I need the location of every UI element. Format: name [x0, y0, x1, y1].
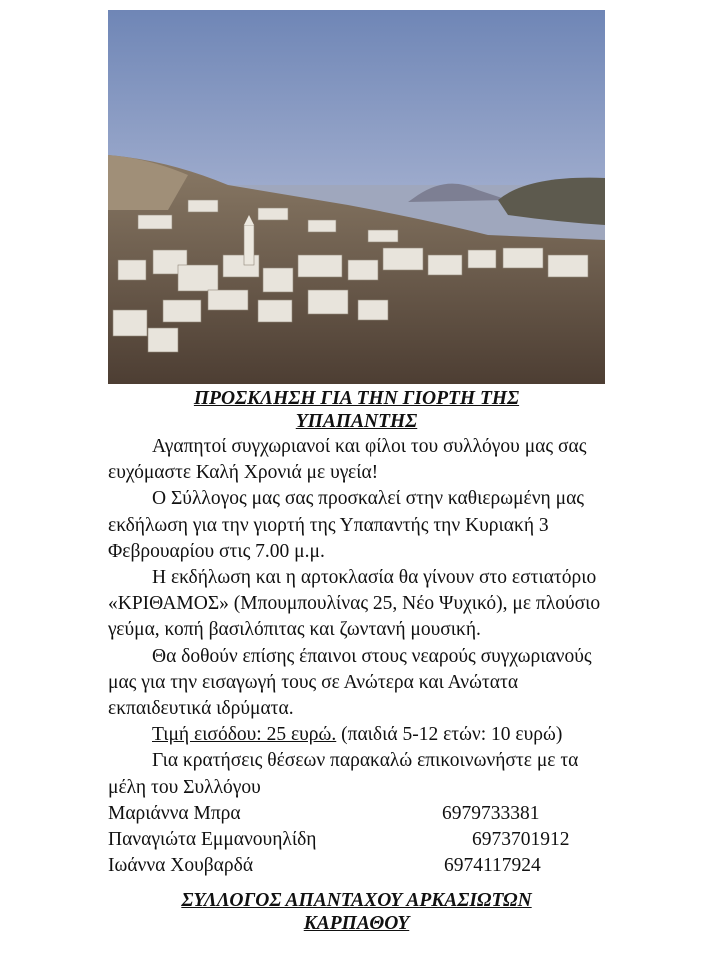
- invitation-body: [108, 434, 605, 879]
- price-paragraph: [108, 722, 605, 748]
- village-photo-icon: [108, 10, 605, 384]
- contact-name: Παναγιώτα Εμμανουηλίδη: [108, 829, 317, 851]
- contact-row: [108, 827, 605, 853]
- title-line-1: ΠΡΟΣΚΛΗΣΗ ΓΙΑ ΤΗΝ ΓΙΟΡΤΗ ΤΗΣ: [193, 388, 520, 409]
- contact-phone: 6979733381: [442, 802, 540, 824]
- footer-line-1: ΣΥΛΛΟΓΟΣ ΑΠΑΝΤΑΧΟΥ ΑΡΚΑΣΙΩΤΩΝ: [181, 890, 532, 911]
- greeting-paragraph: Αγαπητοί συγχωριανοί και φίλοι του συλλόγου μας σας ευχόμαστε Καλή Χρονιά με υγεία!: [108, 436, 587, 484]
- title-line-2: ΥΠΑΠΑΝΤΗΣ: [295, 411, 418, 432]
- footer-line-2: ΚΑΡΠΑΘΟΥ: [303, 913, 410, 934]
- contact-row: [108, 853, 605, 879]
- contact-row: [108, 801, 605, 827]
- contact-phone: 6974117924: [444, 855, 541, 877]
- village-photo: [108, 10, 605, 384]
- contact-name: Μαριάννα Μπρα: [108, 802, 241, 824]
- venue-paragraph: Η εκδήλωση και η αρτοκλασία θα γίνουν στο εστιατόριο «ΚΡΙΘΑΜΟΣ» (Μπουμπουλίνας 25, Νέο Ψυχικό), με πλούσιο γεύμα, κοπή βασιλόπιτας και ζωντανή μουσική.: [108, 567, 601, 641]
- reservation-paragraph: Για κρατήσεις θέσεων παρακαλώ επικοινωνήστε με τα μέλη του Συλλόγου: [108, 750, 579, 798]
- contact-name: Ιωάννα Χουβαρδά: [108, 855, 254, 877]
- price-kids: (παιδιά 5-12 ετών: 10 ευρώ): [336, 724, 563, 746]
- price-label: Τιμή εισόδου: 25 ευρώ.: [152, 724, 337, 746]
- awards-paragraph: Θα δοθούν επίσης έπαινοι στους νεαρούς συγχωριανούς μας για την εισαγωγή τους σε Ανώτερα και Ανώτατα εκπαιδευτικά ιδρύματα.: [108, 645, 592, 720]
- contact-phone: 6973701912: [472, 829, 570, 851]
- event-paragraph: Ο Σύλλογος μας σας προσκαλεί στην καθιερωμένη μας εκδήλωση για την γιορτή της Υπαπαντής την Κυριακή 3 Φεβρουαρίου στις 7.00 μ.μ.: [108, 488, 585, 562]
